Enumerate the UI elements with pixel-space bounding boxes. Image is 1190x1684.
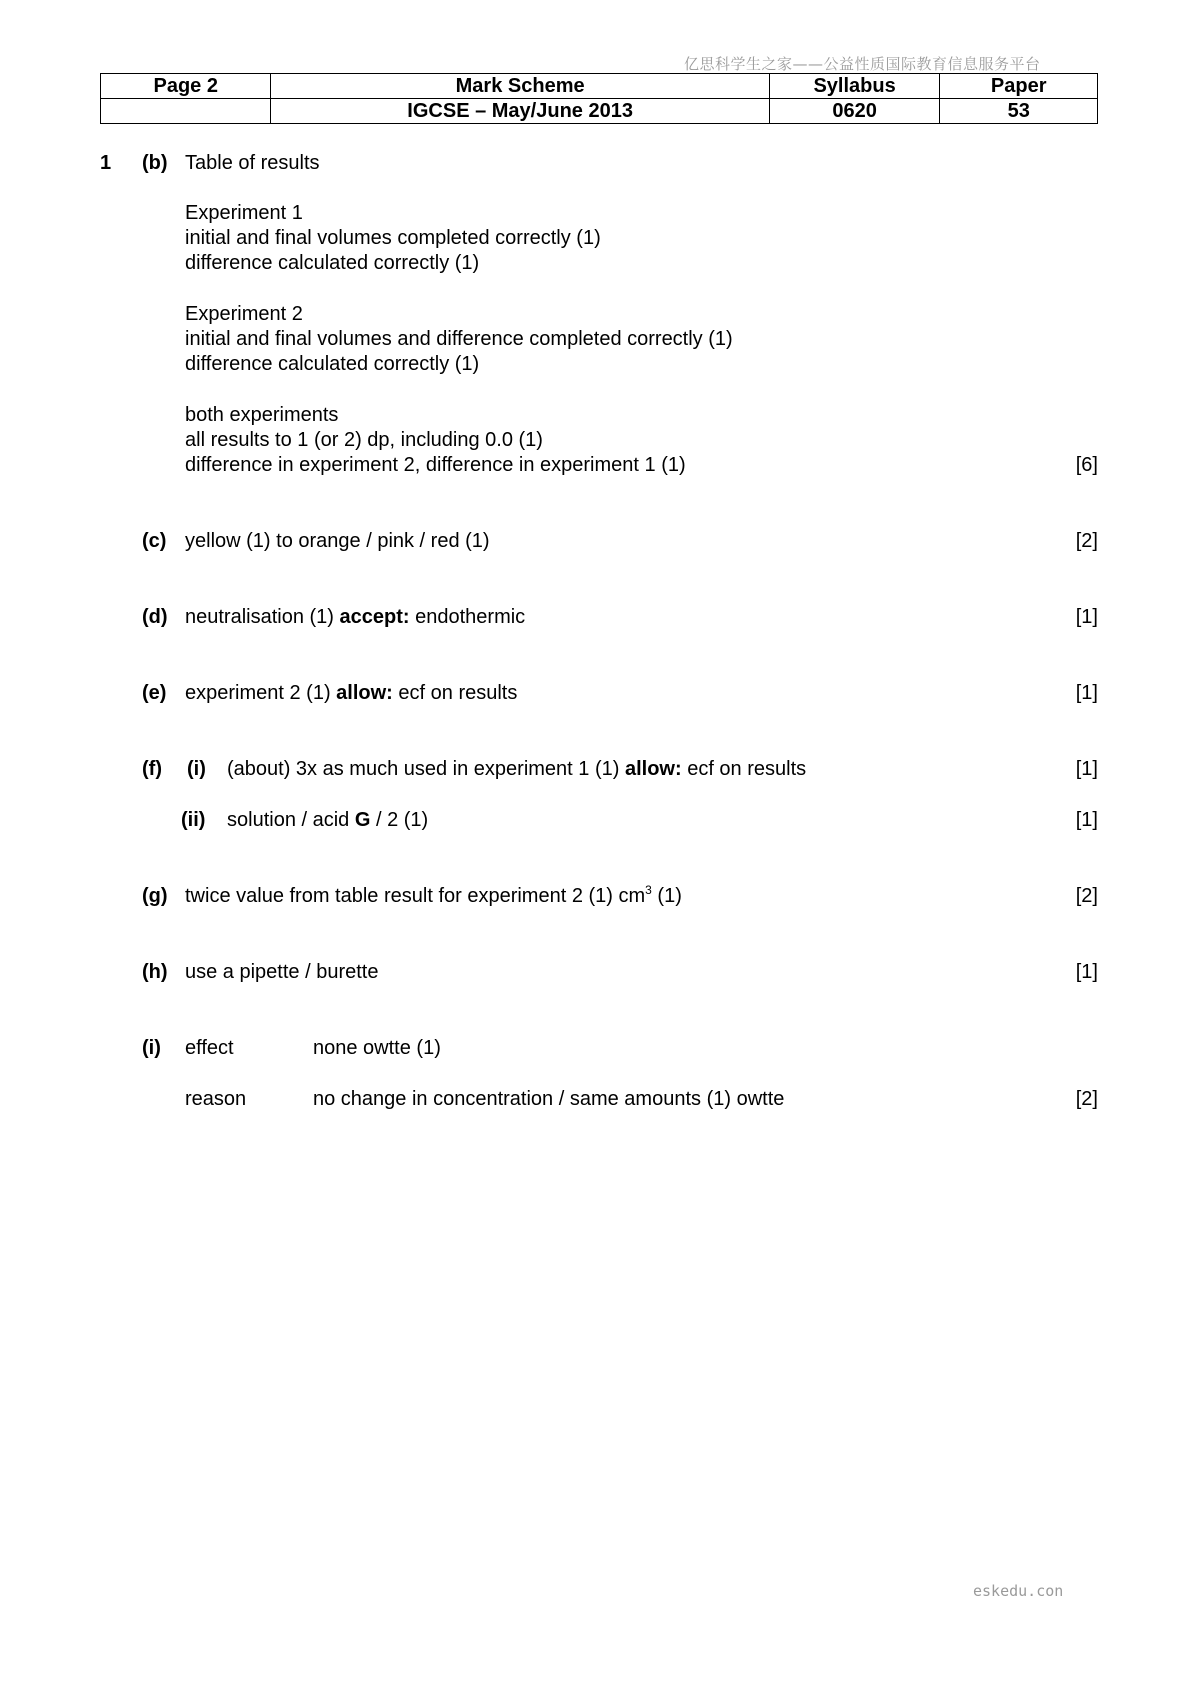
part-f-i-allow: allow: — [624, 758, 682, 780]
watermark-bottom: eskedu.con — [973, 1582, 1064, 1600]
experiment1-line: difference calculated correctly (1) — [185, 252, 480, 274]
part-c-label: (c) — [142, 530, 167, 552]
part-g-main: twice value from table result for experiment 2 (1) cm — [185, 885, 646, 907]
part-g-superscript: 3 — [645, 883, 652, 897]
header-table — [100, 73, 1098, 124]
mark-c: [2] — [1075, 530, 1098, 552]
header-title: Mark Scheme — [271, 74, 769, 99]
mark-d: [1] — [1075, 606, 1098, 628]
both-experiments-line: difference in experiment 2, difference in experiment 1 (1) — [185, 454, 686, 476]
mark-h: [1] — [1075, 961, 1098, 983]
experiment2-line: difference calculated correctly (1) — [185, 353, 480, 375]
part-e-text — [185, 681, 517, 705]
header-paper: Paper — [940, 74, 1098, 99]
part-e-allow: allow: — [336, 682, 393, 704]
mark-f-ii: [1] — [1075, 809, 1098, 831]
header-paper-number: 53 — [940, 99, 1098, 124]
header-exam: IGCSE – May/June 2013 — [271, 99, 769, 124]
mark-f-i: [1] — [1075, 758, 1098, 780]
experiment1-heading: Experiment 1 — [185, 202, 303, 224]
part-d-accept: accept: — [339, 606, 410, 628]
part-h-text: use a pipette / burette — [185, 961, 379, 983]
part-f-label: (f) — [142, 758, 162, 780]
mark-e: [1] — [1075, 682, 1098, 704]
part-e-label: (e) — [142, 682, 167, 704]
part-b-label: (b) — [142, 152, 168, 174]
part-d-label: (d) — [142, 606, 168, 628]
experiment1-line: initial and final volumes completed correctly (1) — [185, 227, 601, 249]
part-i-effect-label: effect — [185, 1037, 234, 1059]
header-empty-cell — [101, 99, 271, 124]
part-c-text: yellow (1) to orange / pink / red (1) — [185, 530, 490, 552]
part-f-i-rest: ecf on results — [681, 758, 807, 780]
part-e-rest: ecf on results — [392, 682, 518, 704]
part-f-ii-main: solution / acid — [227, 809, 355, 831]
mark-i: [2] — [1075, 1088, 1098, 1110]
question-number: 1 — [100, 152, 112, 174]
part-f-i-label: (i) — [187, 758, 206, 780]
part-b-title: Table of results — [185, 152, 320, 174]
header-syllabus: Syllabus — [769, 74, 940, 99]
part-e-main: experiment 2 (1) — [185, 682, 337, 704]
part-f-ii-label: (ii) — [181, 809, 206, 831]
header-row — [101, 99, 1098, 124]
header-page: Page 2 — [101, 74, 271, 99]
part-d-text — [185, 605, 525, 629]
part-f-ii-rest: / 2 (1) — [370, 809, 429, 831]
part-g-label: (g) — [142, 885, 168, 907]
part-i-reason-text: no change in concentration / same amounts (1) owtte — [313, 1088, 785, 1110]
both-experiments-heading: both experiments — [185, 404, 339, 426]
part-i-effect-text: none owtte (1) — [313, 1037, 441, 1059]
part-h-label: (h) — [142, 961, 168, 983]
part-i-label: (i) — [142, 1037, 161, 1059]
mark-b: [6] — [1075, 454, 1098, 476]
experiment2-line: initial and final volumes and difference completed correctly (1) — [185, 328, 733, 350]
part-i-reason-label: reason — [185, 1088, 247, 1110]
part-f-ii-bold: G — [354, 809, 371, 831]
mark-g: [2] — [1075, 885, 1098, 907]
part-g-rest: (1) — [651, 885, 682, 907]
part-f-ii-text — [227, 808, 428, 832]
watermark-top: 亿思科学生之家——公益性质国际教育信息服务平台 — [684, 55, 1041, 73]
part-f-i-text — [227, 757, 806, 781]
part-d-main: neutralisation (1) — [185, 606, 340, 628]
part-f-i-main: (about) 3x as much used in experiment 1 (1) — [227, 758, 625, 780]
header-row — [101, 74, 1098, 99]
both-experiments-line: all results to 1 (or 2) dp, including 0.0 (1) — [185, 429, 543, 451]
header-syllabus-code: 0620 — [769, 99, 940, 124]
part-d-rest: endothermic — [409, 606, 526, 628]
experiment2-heading: Experiment 2 — [185, 303, 303, 325]
part-g-text — [185, 884, 682, 908]
